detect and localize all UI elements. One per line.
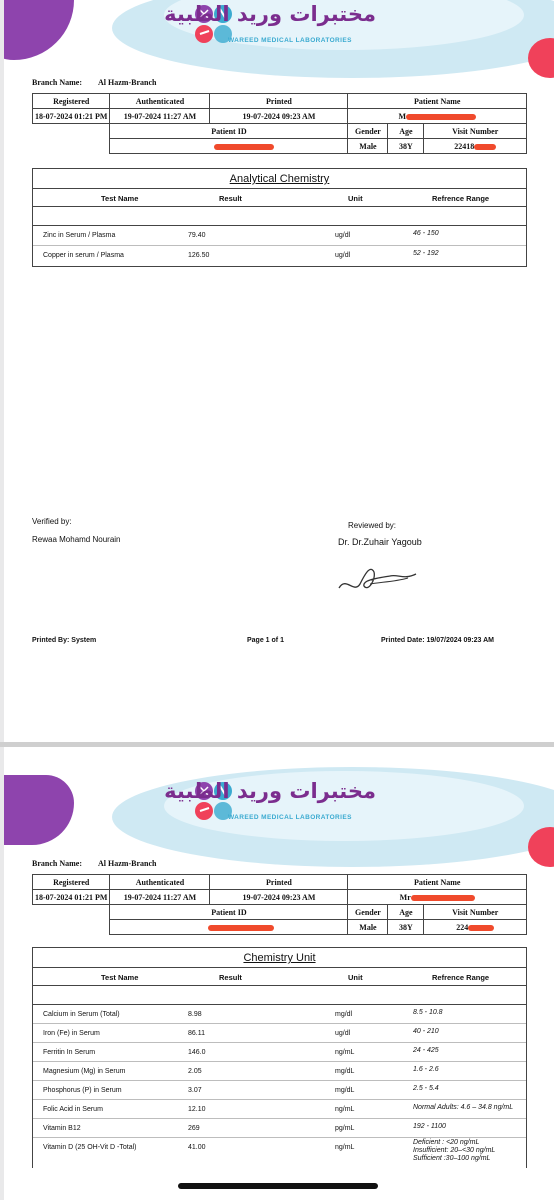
reference-range: Deficient : <20 ng/mL [413, 1139, 480, 1146]
printed-date: Printed Date: 19/07/2024 09:23 AM [381, 637, 494, 644]
patient-id-header: Patient ID [110, 905, 348, 920]
lab-logo [164, 779, 380, 827]
reference-range: Sufficient :30–100 ng/mL [413, 1155, 491, 1162]
redaction-mark [474, 144, 496, 150]
col-test-name: Test Name [101, 973, 139, 982]
result-row [33, 1138, 526, 1168]
test-name: Vitamin B12 [43, 1125, 81, 1132]
reference-range: Insufficient: 20–<30 ng/mL [413, 1147, 496, 1154]
test-name: Magnesium (Mg) in Serum [43, 1068, 126, 1075]
results-header-row [33, 968, 526, 986]
printed-by: Printed By: System [32, 637, 97, 644]
reference-range: 52 - 192 [413, 250, 439, 257]
result-row [33, 226, 526, 246]
analytical-chemistry-table [32, 168, 527, 267]
logo-arabic-text: مختبرات وريد الطبية [164, 779, 376, 803]
result-row [33, 1081, 526, 1100]
chemistry-unit-table [32, 947, 527, 1168]
registered-header: Registered [33, 875, 110, 890]
result-row [33, 1024, 526, 1043]
col-result: Result [219, 973, 242, 982]
authenticated-value: 19-07-2024 11:27 AM [110, 109, 210, 124]
unit-value: mg/dL [335, 1068, 355, 1075]
col-unit: Unit [348, 194, 363, 203]
printed-value: 19-07-2024 09:23 AM [210, 109, 348, 124]
result-value: 8.98 [188, 1011, 202, 1018]
branch-line [32, 78, 156, 87]
unit-value: pg/mL [335, 1125, 355, 1132]
section-title-text: Analytical Chemistry [229, 173, 330, 185]
redaction-mark [468, 925, 494, 931]
unit-value: mg/dL [335, 1087, 355, 1094]
logo-english-text: WAREED MEDICAL LABORATORIES [228, 814, 352, 821]
result-row [33, 1119, 526, 1138]
test-name: Phosphorus (P) in Serum [43, 1087, 122, 1094]
page-number: Page 1 of 1 [247, 637, 284, 644]
patient-name-text: M [398, 111, 406, 121]
visit-number-header: Visit Number [424, 905, 527, 920]
reviewed-name: Dr. Dr.Zuhair Yagoub [338, 537, 422, 547]
branch-value: Al Hazm-Branch [98, 78, 157, 87]
result-row [33, 1062, 526, 1081]
test-name: Ferritin In Serum [43, 1049, 96, 1056]
test-name: Vitamin D (25 OH-Vit D -Total) [43, 1144, 137, 1151]
gender-header: Gender [348, 905, 388, 920]
unit-value: ng/mL [335, 1144, 355, 1151]
redaction-mark [214, 144, 274, 150]
unit-value: ug/dl [335, 232, 351, 239]
reference-range: 2.5 - 5.4 [413, 1085, 439, 1092]
gender-value: Male [348, 920, 388, 935]
registered-value: 18-07-2024 01:21 PM [33, 890, 110, 905]
test-name: Folic Acid in Serum [43, 1106, 103, 1113]
result-row [33, 246, 526, 266]
result-row [33, 1005, 526, 1024]
branch-label: Branch Name: [32, 859, 82, 868]
unit-value: ng/mL [335, 1049, 355, 1056]
col-test-name: Test Name [101, 194, 139, 203]
authenticated-value: 19-07-2024 11:27 AM [110, 890, 210, 905]
purple-decoration [4, 0, 74, 60]
result-value: 269 [188, 1125, 200, 1132]
gender-header: Gender [348, 124, 388, 139]
printed-header: Printed [210, 875, 348, 890]
patient-name-value [348, 109, 527, 124]
reference-range: 1.6 - 2.6 [413, 1066, 439, 1073]
logo-english-text: WAREED MEDICAL LABORATORIES [228, 37, 352, 44]
branch-value: Al Hazm-Branch [98, 859, 157, 868]
results-spacer [33, 207, 526, 226]
results-spacer [33, 986, 526, 1005]
patient-id-header: Patient ID [110, 124, 348, 139]
test-name: Iron (Fe) in Serum [43, 1030, 100, 1037]
results-header-row [33, 189, 526, 207]
col-range: Refrence Range [432, 973, 490, 982]
col-result: Result [219, 194, 242, 203]
printed-value: 19-07-2024 09:23 AM [210, 890, 348, 905]
test-name: Zinc in Serum / Plasma [43, 232, 116, 239]
visit-number-text: 224 [456, 922, 469, 932]
registered-header: Registered [33, 94, 110, 109]
result-value: 12.10 [188, 1106, 206, 1113]
age-value: 38Y [388, 920, 424, 935]
printed-header: Printed [210, 94, 348, 109]
result-value: 79.40 [188, 232, 206, 239]
report-page-2 [4, 747, 554, 1200]
authenticated-header: Authenticated [110, 94, 210, 109]
unit-value: ng/mL [335, 1106, 355, 1113]
test-name: Calcium in Serum (Total) [43, 1011, 120, 1018]
purple-decoration [4, 775, 74, 845]
result-value: 3.07 [188, 1087, 202, 1094]
report-page-1 [4, 0, 554, 742]
patient-name-header: Patient Name [348, 94, 527, 109]
verified-label: Verified by: [32, 517, 72, 526]
redaction-mark [208, 925, 274, 931]
results-rows [33, 226, 526, 266]
unit-value: mg/dl [335, 1011, 353, 1018]
patient-name-value [348, 890, 527, 905]
registered-value: 18-07-2024 01:21 PM [33, 109, 110, 124]
age-header: Age [388, 124, 424, 139]
authenticated-header: Authenticated [110, 875, 210, 890]
results-rows [33, 1005, 526, 1168]
patient-info-table [32, 874, 527, 935]
lab-logo [164, 2, 380, 50]
signature-image [334, 558, 424, 598]
result-value: 86.11 [188, 1030, 205, 1037]
patient-info-table [32, 93, 527, 154]
section-title-text: Chemistry Unit [243, 952, 316, 964]
gender-value: Male [348, 139, 388, 154]
redaction-mark [411, 895, 475, 901]
reference-range: 40 - 210 [413, 1028, 439, 1035]
result-row [33, 1043, 526, 1062]
result-value: 146.0 [188, 1049, 206, 1056]
reference-range: Normal Adults: 4.6 – 34.8 ng/mL [413, 1104, 514, 1111]
age-value: 38Y [388, 139, 424, 154]
home-indicator[interactable] [178, 1183, 378, 1189]
result-value: 126.50 [188, 252, 210, 259]
section-title [33, 169, 526, 189]
reference-range: 24 - 425 [413, 1047, 439, 1054]
reference-range: 46 - 150 [413, 230, 439, 237]
visit-number-text: 22418 [454, 141, 475, 151]
section-title [33, 948, 526, 968]
visit-number-header: Visit Number [424, 124, 527, 139]
branch-label: Branch Name: [32, 78, 82, 87]
unit-value: ug/dl [335, 252, 351, 259]
patient-id-value [110, 139, 348, 154]
patient-id-value [110, 920, 348, 935]
visit-number-value [424, 920, 527, 935]
redaction-mark [406, 114, 476, 120]
test-name: Copper in serum / Plasma [43, 252, 124, 259]
logo-arabic-text: مختبرات وريد الطبية [164, 2, 376, 26]
patient-name-text: Mr [399, 892, 411, 902]
age-header: Age [388, 905, 424, 920]
result-value: 41.00 [188, 1144, 206, 1151]
reviewed-label: Reviewed by: [348, 521, 397, 530]
patient-name-header: Patient Name [348, 875, 527, 890]
col-range: Refrence Range [432, 194, 490, 203]
col-unit: Unit [348, 973, 363, 982]
unit-value: ug/dl [335, 1030, 351, 1037]
reference-range: 8.5 - 10.8 [413, 1009, 443, 1016]
branch-line [32, 859, 156, 868]
result-value: 2.05 [188, 1068, 202, 1075]
result-row [33, 1100, 526, 1119]
verified-name: Rewaa Mohamd Nourain [32, 535, 121, 544]
reference-range: 192 - 1100 [413, 1123, 446, 1130]
visit-number-value [424, 139, 527, 154]
